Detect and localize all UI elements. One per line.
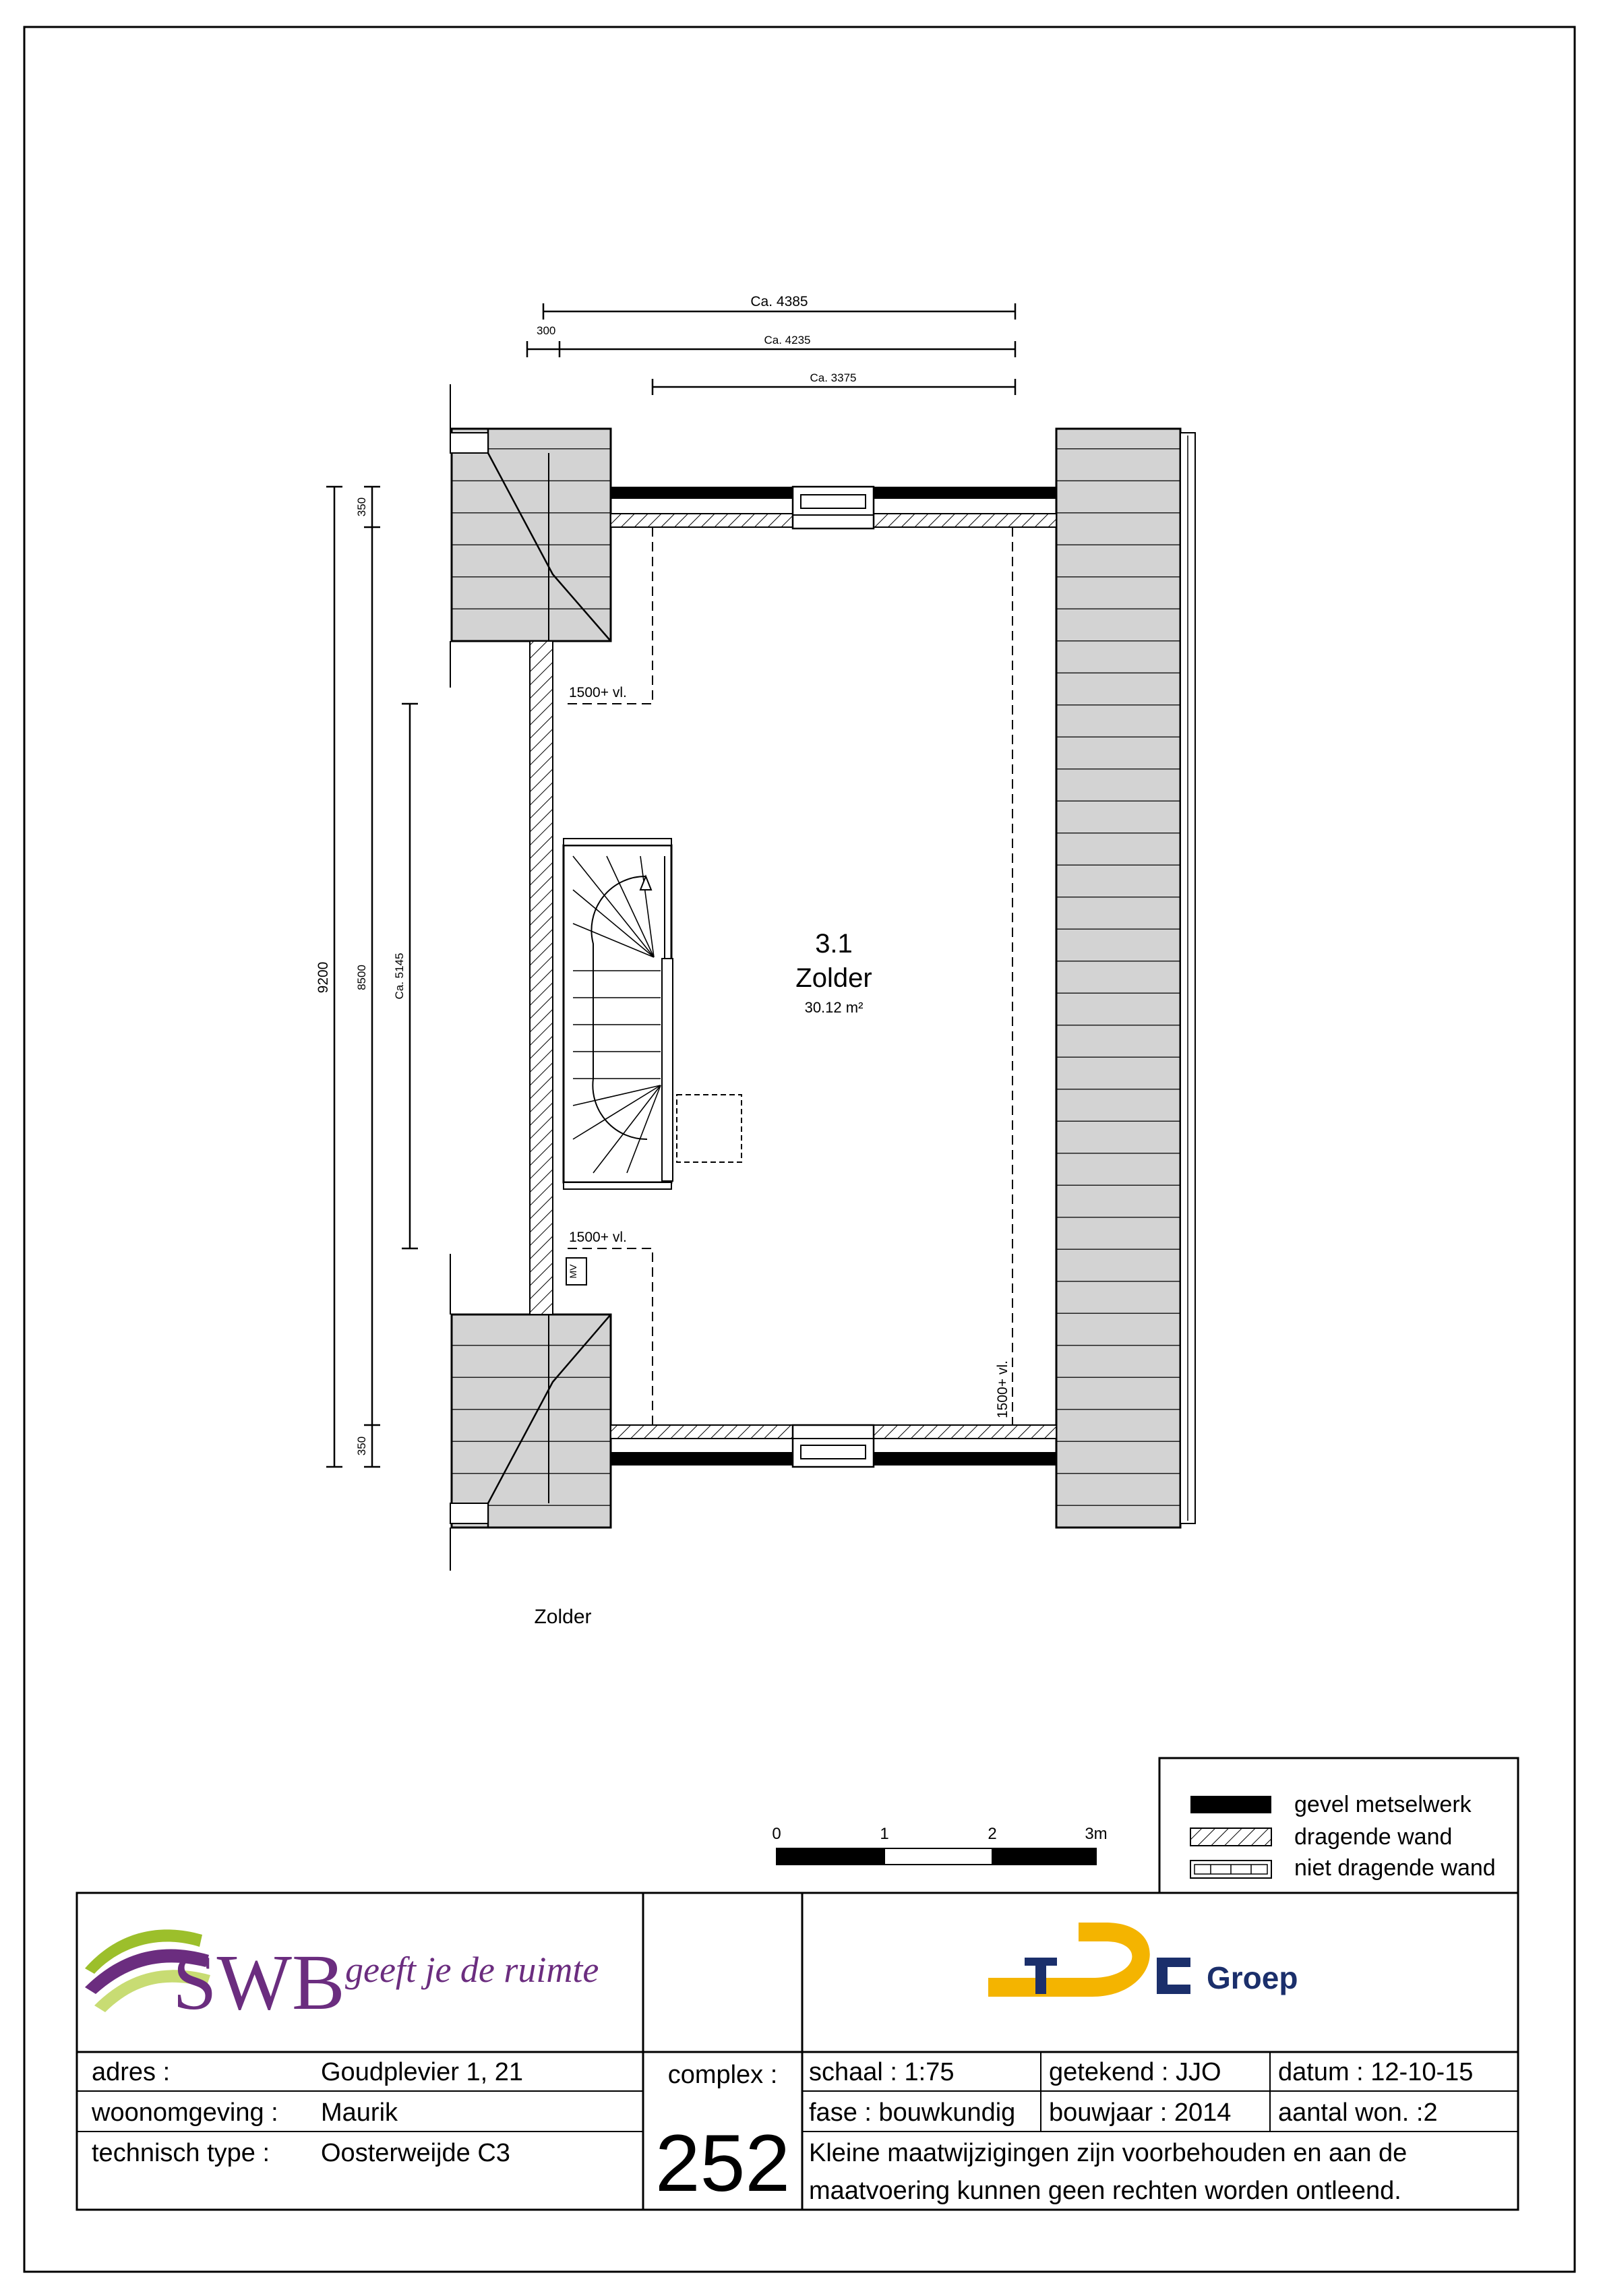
staircase [564,839,673,1189]
gable-wall-bottom-right [874,1452,1056,1466]
legend-swatch-segmented [1190,1861,1271,1878]
swb-logo-tagline: geeft je de ruimte [345,1950,599,1990]
disclaimer-line2: maatvoering kunnen geen rechten worden ontleend. [809,2177,1401,2205]
aantal-won: aantal won. :2 [1278,2098,1438,2127]
legend-label-gevel: gevel metselwerk [1294,1792,1472,1817]
skylight [677,1095,742,1162]
room-number: 3.1 [815,929,853,959]
dim-left-mid: 8500 [355,965,368,990]
technisch-type-value: Oosterweijde C3 [321,2139,510,2167]
mv-label: MV [568,1264,578,1279]
headroom-note-top: 1500+ vl. [569,685,627,700]
window-bottom [793,1425,874,1467]
title-block-text [91,2058,1473,2208]
dim-left-bottom: 350 [355,1436,368,1456]
roof-slope-right [1056,429,1180,1528]
gable-wall-bottom-left [611,1452,793,1466]
plan-label: Zolder [534,1606,592,1628]
adres-label: adres : [92,2058,171,2086]
datum: datum : 12-10-15 [1278,2058,1474,2086]
dim-top-outer: Ca. 4385 [750,294,808,309]
gable-wall-top-right [874,487,1056,499]
scale-tick-1: 1 [880,1825,889,1843]
tdc-logo-text: Groep [1207,1960,1298,1995]
scale-bar [772,1825,1107,1865]
room-name: Zolder [795,963,872,993]
bearing-wall-left [530,641,553,1315]
technisch-type-label: technisch type : [92,2139,270,2167]
floor-plan [450,384,1195,1628]
legend-label-dragend: dragende wand [1294,1824,1453,1850]
legend-label-niet-dragend: niet dragende wand [1294,1855,1496,1881]
dim-top-mid: Ca. 4235 [764,334,811,346]
woonomgeving-label: woonomgeving : [92,2098,278,2127]
dim-left-top: 350 [355,497,368,517]
headroom-note-right: 1500+ vl. [995,1360,1010,1418]
sheet-border [24,27,1575,2272]
bouwjaar: bouwjaar : 2014 [1049,2098,1232,2127]
swb-logo-name: SWB [173,1938,345,2026]
room-area: 30.12 m² [804,999,864,1016]
legend [1159,1758,1518,1893]
gable-wall-top-left [611,487,793,499]
scale-tick-2: 2 [988,1825,997,1843]
getekend: getekend : JJO [1049,2058,1221,2086]
woonomgeving-value: Maurik [321,2098,398,2127]
dim-left-inner: Ca. 5145 [393,953,406,1000]
headroom-note-bottom: 1500+ vl. [569,1230,627,1245]
swb-logo [85,1929,599,2026]
fase: fase : bouwkundig [809,2098,1016,2127]
dim-top-inner: Ca. 3375 [810,371,857,384]
schaal: schaal : 1:75 [809,2058,955,2086]
dim-left-total: 9200 [315,961,331,994]
tdc-logo [988,1923,1298,1997]
complex-value: 252 [655,2118,791,2208]
window-top [793,487,874,528]
dim-top-offset: 300 [537,324,556,337]
disclaimer-line1: Kleine maatwijzigingen zijn voorbehouden en aan de [809,2139,1408,2167]
scale-tick-3: 3m [1085,1825,1108,1843]
complex-label: complex : [667,2061,778,2089]
legend-swatch-hatched [1190,1828,1271,1846]
scale-tick-0: 0 [772,1825,781,1843]
legend-swatch-solid [1190,1796,1271,1813]
adres-value: Goudplevier 1, 21 [321,2058,523,2086]
